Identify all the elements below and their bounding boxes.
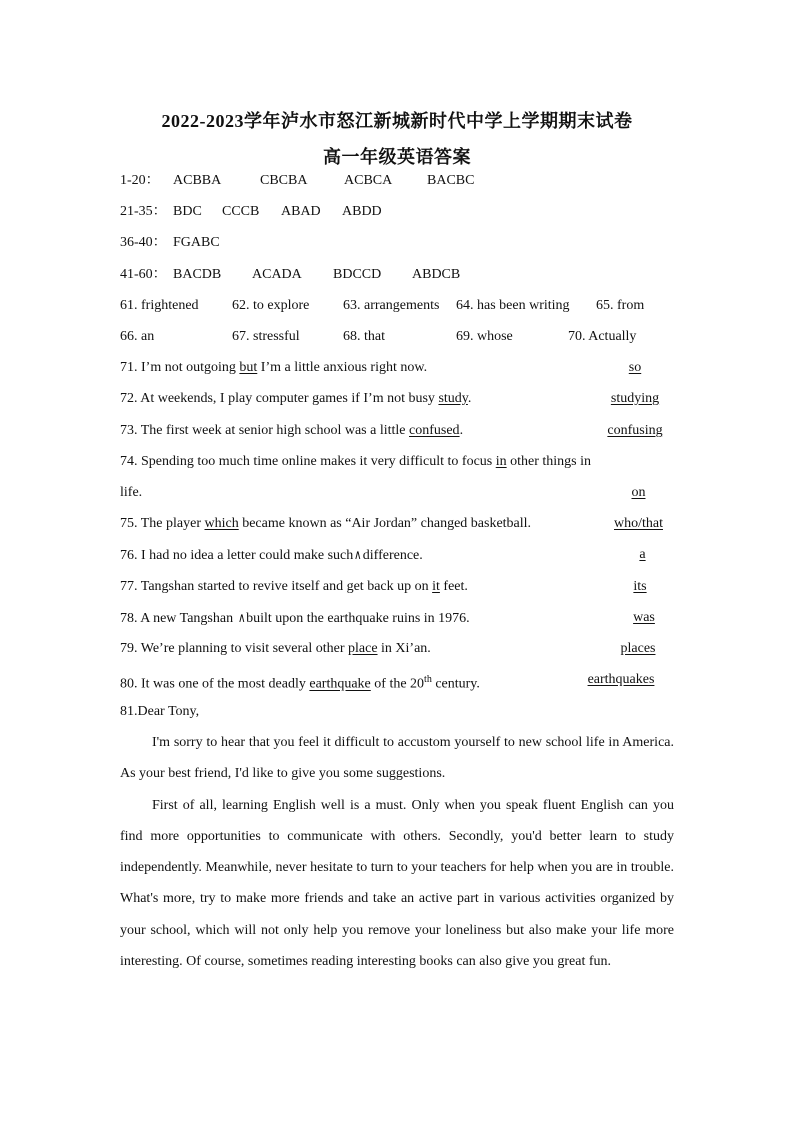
fill-answer: 68. that (343, 329, 385, 344)
correction-answer: was (633, 610, 655, 625)
sentence-text: 76. I had no idea a letter could make such (120, 548, 354, 563)
correction-74-continued (120, 484, 680, 502)
sentence-text: 77. Tangshan started to revive itself and get back up on (120, 579, 433, 594)
sentence-text: 79. We’re planning to visit several other (120, 641, 348, 656)
error-word: in (495, 454, 507, 469)
section-label: 1-20： (120, 173, 160, 188)
sentence-text: 71. I’m not outgoing (120, 360, 240, 375)
essay-salutation: 81.Dear Tony, (120, 704, 200, 719)
correction-76 (120, 546, 680, 565)
error-word: but (239, 360, 258, 375)
fill-answer: 67. stressful (232, 329, 300, 344)
sentence-text: 72. At weekends, I play computer games if I’m not busy (120, 391, 439, 406)
correction-75 (120, 515, 680, 533)
fill-answer: 66. an (120, 329, 155, 344)
sentence-text: . (467, 391, 472, 406)
sentence-text: became known as “Air Jordan” changed basketball. (238, 516, 532, 531)
error-word: study (438, 391, 468, 406)
answer-group: BACBC (427, 173, 475, 188)
answer-group: CCCB (222, 204, 260, 219)
correction-answer: its (633, 579, 647, 594)
correction-answer: confusing (607, 423, 663, 438)
fill-answer: 62. to explore (232, 298, 310, 313)
exam-subtitle: 高一年级英语答案 (323, 147, 471, 167)
fill-answer: 69. whose (456, 329, 513, 344)
section-label: 21-35： (120, 204, 167, 219)
sentence-text: century. (431, 676, 480, 692)
correction-answer: who/that (614, 516, 663, 531)
fill-answer: 61. frightened (120, 298, 199, 313)
answer-group: ABAD (281, 204, 321, 219)
correction-71 (120, 359, 680, 377)
correction-answer: a (639, 547, 646, 562)
answer-group: ACADA (252, 267, 302, 282)
sentence-text: life. (120, 485, 143, 500)
insertion-caret: ∧ (237, 610, 246, 625)
sentence-text: in Xi’an. (377, 641, 431, 656)
correction-74 (120, 453, 680, 471)
sentence-text: of the 20 (370, 676, 425, 692)
fill-answer: 64. has been writing (456, 298, 570, 313)
answer-group: BACDB (173, 267, 222, 282)
fill-answer: 70. Actually (568, 329, 637, 344)
correction-77 (120, 578, 680, 596)
answer-group: FGABC (173, 235, 220, 250)
sentence-text: 74. Spending too much time online makes it very difficult to focus (120, 454, 496, 469)
correction-answer: places (620, 641, 656, 656)
correction-answer: earthquakes (587, 672, 655, 687)
exam-title: 2022-2023学年泸水市怒江新城新时代中学上学期期末试卷 (161, 111, 633, 131)
correction-73 (120, 422, 680, 440)
sentence-text: 73. The first week at senior high school was a little (120, 423, 410, 438)
sentence-text: built upon the earthquake ruins in 1976. (246, 611, 470, 626)
correction-72 (120, 390, 680, 408)
section-label: 36-40： (120, 235, 167, 250)
error-word: confused (409, 423, 460, 438)
error-word: which (204, 516, 239, 531)
answer-group: BDC (173, 204, 202, 219)
sentence-text: I’m a little anxious right now. (257, 360, 428, 375)
sentence-text: feet. (439, 579, 468, 594)
sentence-text: difference. (362, 548, 423, 563)
answer-group: ABDD (342, 204, 382, 219)
essay-paragraph-2: First of all, learning English well is a must. Only when you speak fluent English can you find more opportunities to communicate with others. Secondly, you'd better learn to study independently. Meanwhile, never hesitate to turn to your teachers for help when you are in trouble. What's more, try to make more friends and take an active part in various activities organized by your school, which will not only help you remove your loneliness but also make your life more interesting. Of course, sometimes reading interesting books can also give you great fun. (120, 797, 674, 970)
sentence-text: 80. It was one of the most deadly (120, 676, 310, 692)
section-label: 41-60： (120, 267, 167, 282)
correction-79 (120, 640, 680, 658)
correction-answer: studying (610, 391, 660, 406)
fill-answer: 63. arrangements (343, 298, 440, 313)
sentence-text: . (459, 423, 464, 438)
error-word: it (432, 579, 440, 594)
essay-paragraph-1: I'm sorry to hear that you feel it difficult to accustom yourself to new school life in America. As your best friend, I'd like to give you some suggestions. (120, 735, 674, 782)
fill-answer: 65. from (596, 298, 645, 313)
error-word: place (348, 641, 378, 656)
insertion-caret: ∧ (354, 547, 362, 562)
error-word: earthquake (309, 676, 371, 692)
answer-group: ACBBA (173, 173, 222, 188)
answer-group: ACBCA (344, 173, 393, 188)
answer-group: ABDCB (412, 267, 461, 282)
ordinal-suffix: th (424, 674, 432, 685)
correction-answer: on (631, 485, 646, 500)
answer-group: BDCCD (333, 267, 382, 282)
sentence-text: 78. A new Tangshan (120, 611, 237, 626)
sentence-text: 75. The player (120, 516, 205, 531)
sentence-text: other things in (506, 454, 592, 469)
correction-answer: so (628, 360, 642, 375)
answer-group: CBCBA (260, 173, 308, 188)
correction-78 (120, 609, 680, 628)
essay-body (120, 727, 674, 977)
